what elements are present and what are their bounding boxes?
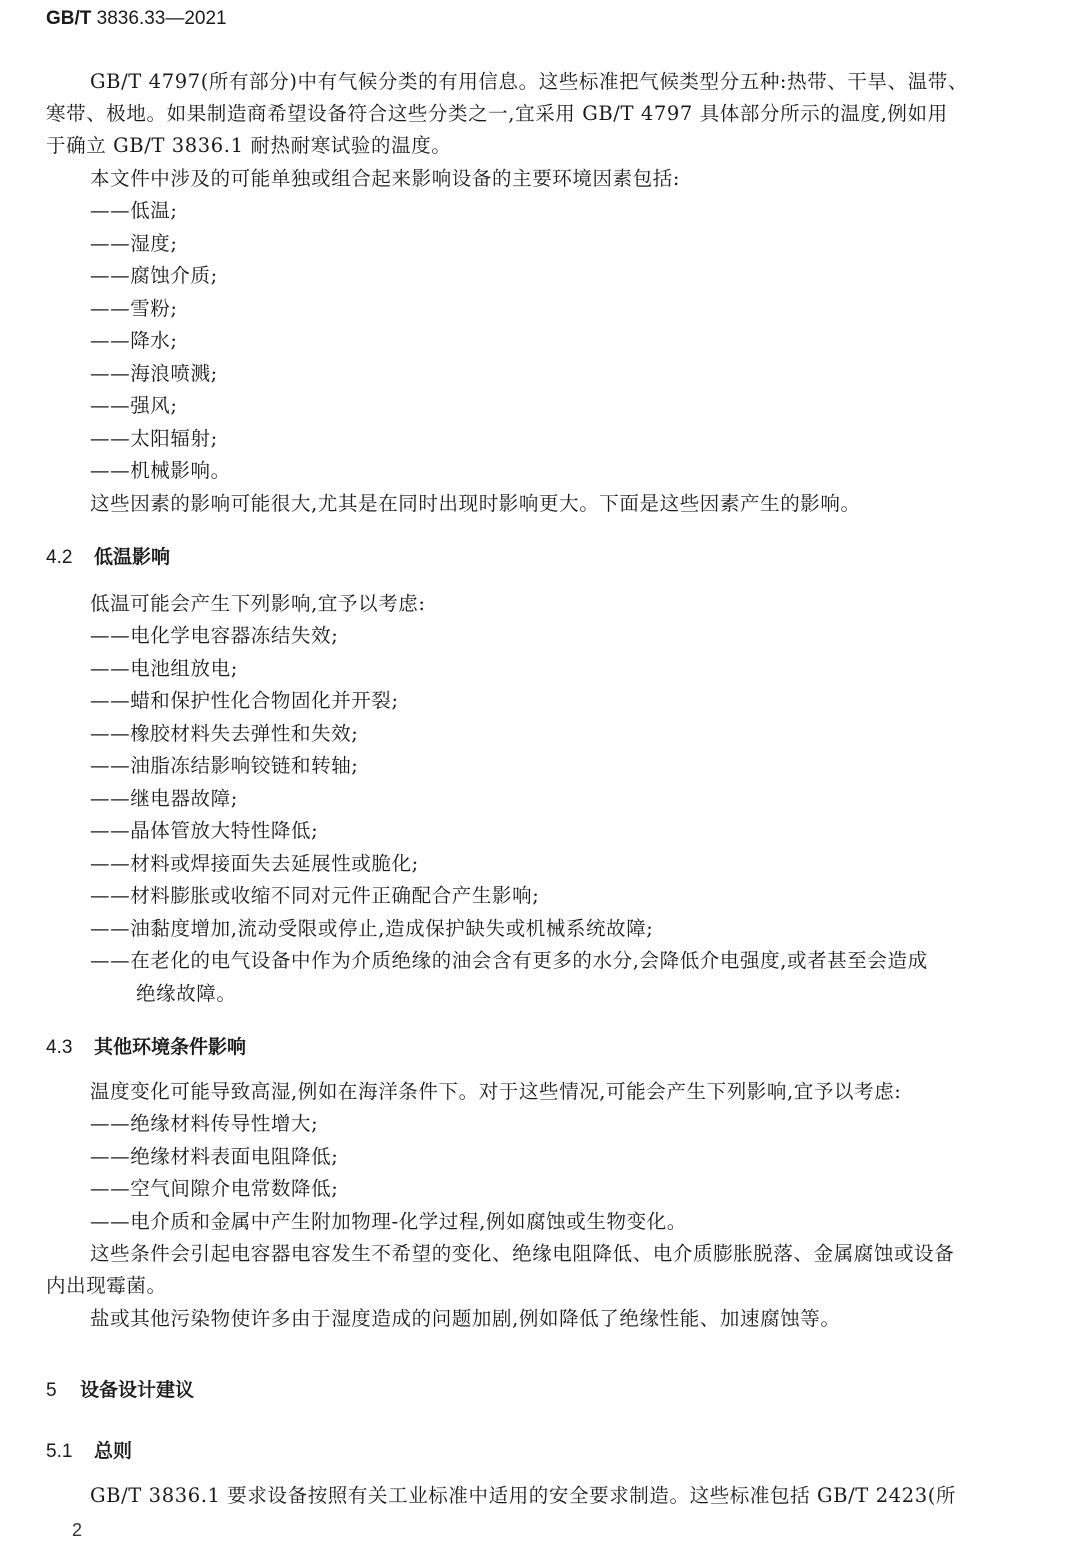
list-item: ——晶体管放大特性降低; — [90, 819, 319, 842]
paragraph-line: GB/T 4797(所有部分)中有气候分类的有用信息。这些标准把气候类型分五种:热带、干旱、温带、 — [90, 70, 968, 93]
paragraph-line: 温度变化可能导致高湿,例如在海洋条件下。对于这些情况,可能会产生下列影响,宜予以考虑: — [90, 1080, 902, 1103]
list-item: ——湿度; — [90, 232, 178, 255]
paragraph-line: 这些条件会引起电容器电容发生不希望的变化、绝缘电阻降低、电介质膨胀脱落、金属腐蚀或设备 — [90, 1242, 955, 1265]
list-item: ——强风; — [90, 394, 178, 417]
paragraph-line: 低温可能会产生下列影响,宜予以考虑: — [90, 592, 426, 615]
document-header — [46, 8, 227, 30]
list-item: ——空气间隙介电常数降低; — [90, 1177, 339, 1200]
list-item: ——继电器故障; — [90, 787, 238, 810]
list-item: ——电介质和金属中产生附加物理-化学过程,例如腐蚀或生物变化。 — [90, 1210, 687, 1233]
list-item: ——雪粉; — [90, 297, 178, 320]
paragraph-line: 内出现霉菌。 — [46, 1274, 167, 1297]
section-number: 4.3 — [46, 1037, 73, 1058]
paragraph-line: GB/T 3836.1 要求设备按照有关工业标准中适用的安全要求制造。这些标准包括 GB/T 2423(所 — [90, 1484, 957, 1507]
list-item: ——油脂冻结影响铰链和转轴; — [90, 754, 359, 777]
section-number: 4.2 — [46, 547, 73, 568]
list-item: ——材料或焊接面失去延展性或脆化; — [90, 852, 419, 875]
section-heading-5-1 — [46, 1436, 132, 1463]
page-number: 2 — [72, 1520, 83, 1540]
section-number: 5 — [46, 1380, 57, 1401]
paragraph-line: 于确立 GB/T 3836.1 耐热耐寒试验的温度。 — [46, 134, 452, 157]
section-title: 其他环境条件影响 — [94, 1036, 247, 1058]
list-item: ——海浪喷溅; — [90, 362, 218, 385]
section-heading-4-2 — [46, 542, 170, 569]
list-item: ——橡胶材料失去弹性和失效; — [90, 722, 359, 745]
paragraph-line: 本文件中涉及的可能单独或组合起来影响设备的主要环境因素包括: — [90, 167, 681, 190]
list-item: ——腐蚀介质; — [90, 264, 218, 287]
paragraph-line: 寒带、极地。如果制造商希望设备符合这些分类之一,宜采用 GB/T 4797 具体部分所示的温度,例如用 — [46, 102, 948, 125]
section-title: 低温影响 — [94, 546, 171, 568]
list-item: ——电化学电容器冻结失效; — [90, 624, 339, 647]
list-item: ——材料膨胀或收缩不同对元件正确配合产生影响; — [90, 884, 540, 907]
list-item: ——在老化的电气设备中作为介质绝缘的油会含有更多的水分,会降低介电强度,或者甚至会造成 — [90, 949, 928, 972]
list-item: ——机械影响。 — [90, 459, 231, 482]
list-item: ——油黏度增加,流动受限或停止,造成保护缺失或机械系统故障; — [90, 917, 654, 940]
standard-code: GB/T — [46, 8, 92, 29]
list-item: ——蜡和保护性化合物固化并开裂; — [90, 689, 399, 712]
list-item: ——绝缘材料传导性增大; — [90, 1112, 319, 1135]
section-title: 总则 — [94, 1440, 133, 1462]
list-item: ——低温; — [90, 199, 178, 222]
list-item: ——降水; — [90, 329, 178, 352]
section-heading-5 — [46, 1375, 194, 1402]
section-number: 5.1 — [46, 1441, 73, 1462]
section-heading-4-3 — [46, 1032, 246, 1059]
list-item: ——电池组放电; — [90, 657, 238, 680]
list-item-continuation: 绝缘故障。 — [136, 982, 237, 1005]
standard-number: 3836.33—2021 — [96, 8, 227, 29]
list-item: ——绝缘材料表面电阻降低; — [90, 1145, 339, 1168]
list-item: ——太阳辐射; — [90, 427, 218, 450]
paragraph-line: 盐或其他污染物使许多由于湿度造成的问题加剧,例如降低了绝缘性能、加速腐蚀等。 — [90, 1307, 841, 1330]
section-title: 设备设计建议 — [80, 1379, 195, 1401]
paragraph-line: 这些因素的影响可能很大,尤其是在同时出现时影响更大。下面是这些因素产生的影响。 — [90, 492, 861, 515]
